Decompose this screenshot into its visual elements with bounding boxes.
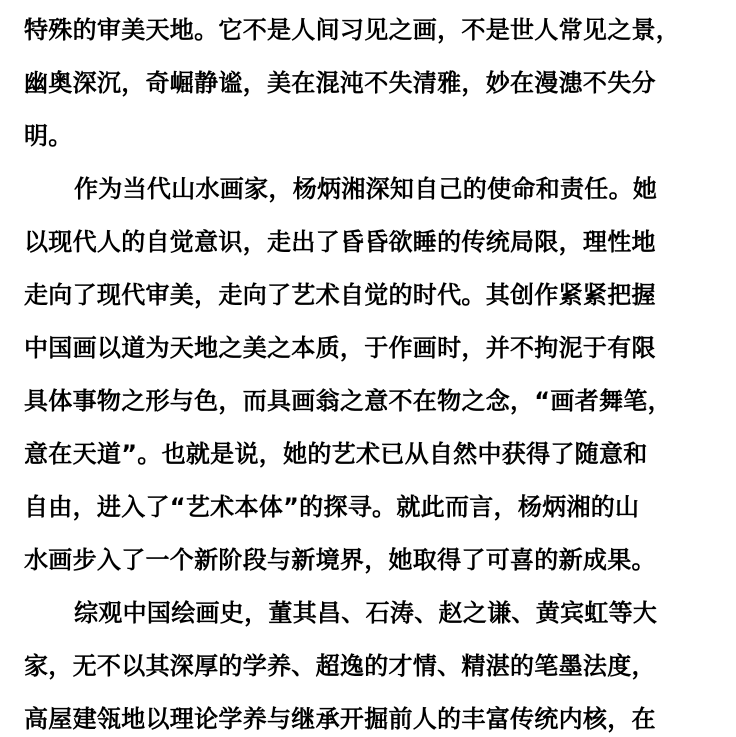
text-line: 高屋建瓴地以理论学养与继承开掘前人的丰富传统内核，在 bbox=[24, 705, 656, 733]
text-line: 具体事物之形与色，而具画翁之意不在物之念，“画者舞笔， bbox=[24, 387, 672, 415]
paragraph-first-line: 作为当代山水画家，杨炳湘深知自己的使命和责任。她 bbox=[74, 175, 658, 203]
text-line: 明。 bbox=[24, 122, 73, 150]
text-line: 特殊的审美天地。它不是人间习见之画，不是世人常见之景， bbox=[24, 16, 681, 44]
text-line: 走向了现代审美，走向了艺术自觉的时代。其创作紧紧把握 bbox=[24, 281, 656, 309]
text-line: 意在天道”。也就是说，她的艺术已从自然中获得了随意和 bbox=[24, 440, 648, 468]
text-line: 幽奥深沉，奇崛静谧，美在混沌不失清雅，妙在漫漶不失分 bbox=[24, 69, 656, 97]
text-line: 家，无不以其深厚的学养、超逸的才情、精湛的笔墨法度， bbox=[24, 652, 656, 680]
text-line: 自由，进入了“艺术本体”的探寻。就此而言，杨炳湘的山 bbox=[24, 493, 640, 521]
paragraph-first-line: 综观中国绘画史，董其昌、石涛、赵之谦、黄宾虹等大 bbox=[74, 599, 658, 627]
text-line: 以现代人的自觉意识，走出了昏昏欲睡的传统局限，理性地 bbox=[24, 228, 656, 256]
text-line: 中国画以道为天地之美之本质，于作画时，并不拘泥于有限 bbox=[24, 334, 656, 362]
text-line: 水画步入了一个新阶段与新境界，她取得了可喜的新成果。 bbox=[24, 546, 656, 574]
